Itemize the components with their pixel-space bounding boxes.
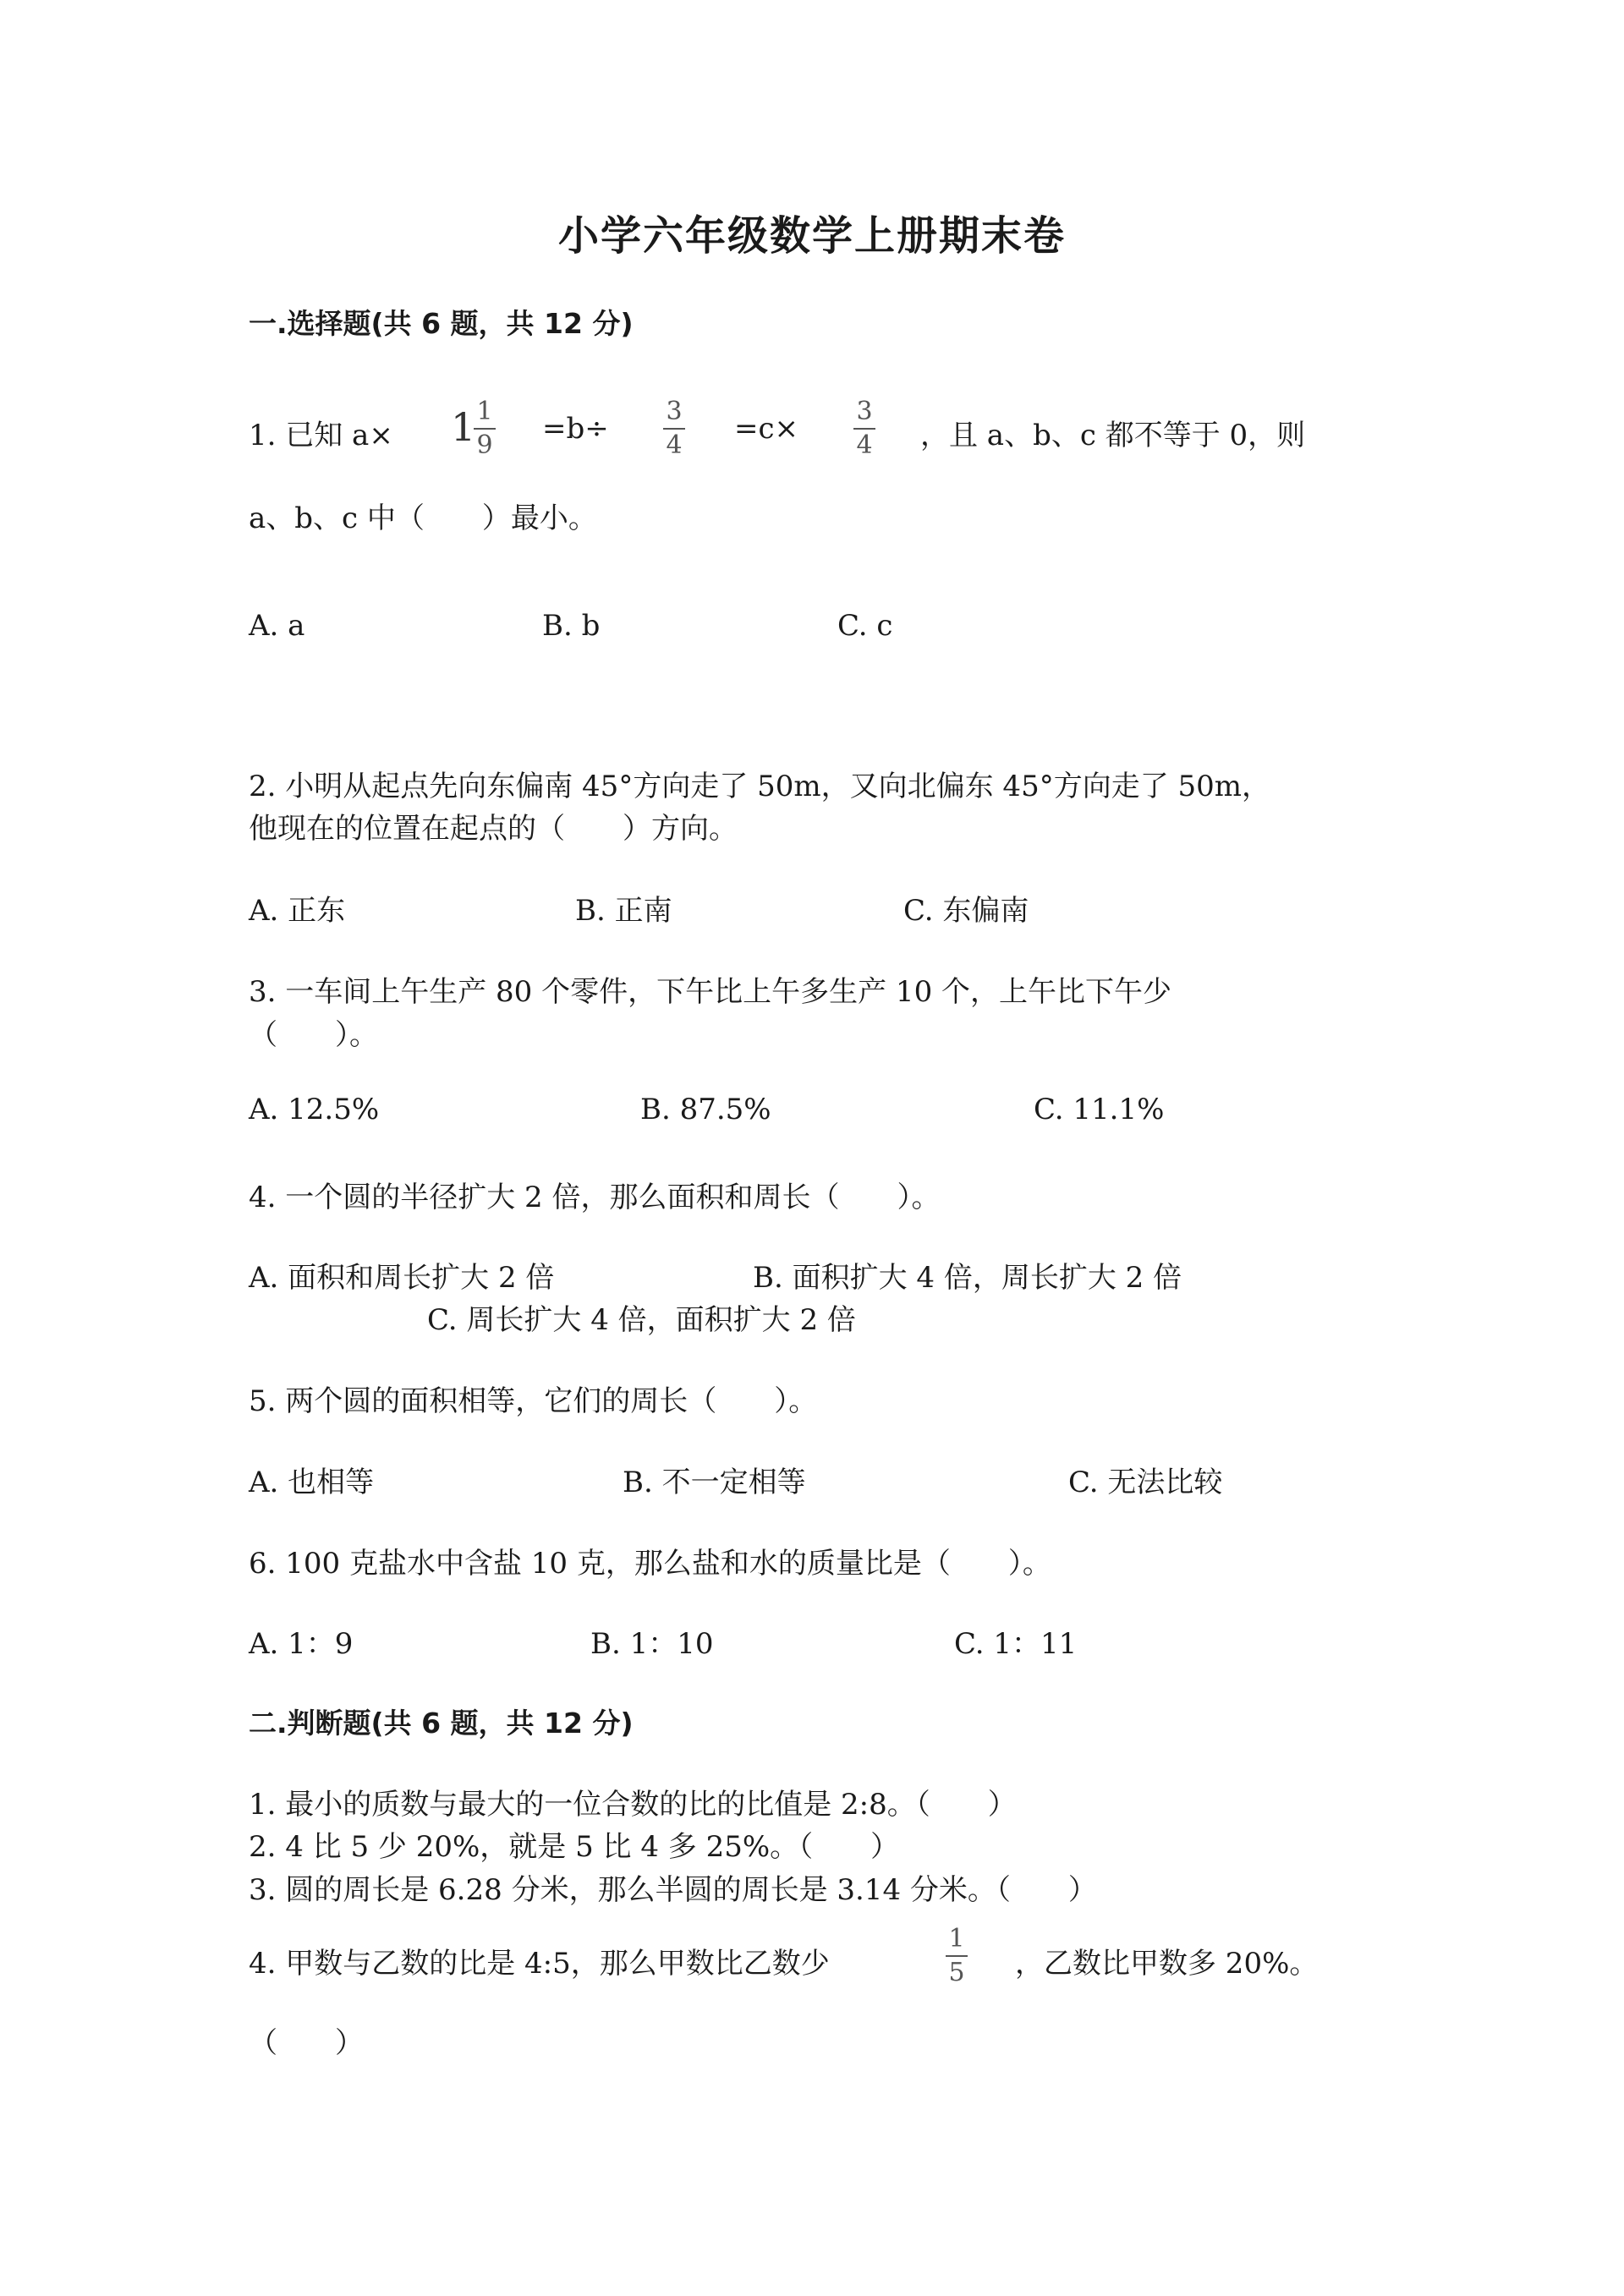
j4-frac-num: 1 xyxy=(948,1924,965,1954)
q1-frac3-num: 3 xyxy=(856,397,873,426)
q4-option-c[interactable]: C. 周长扩大 4 倍，面积扩大 2 倍 xyxy=(427,1303,856,1337)
q1-mixed-whole: 1 xyxy=(451,404,476,450)
judgement-4-fraction xyxy=(946,1925,968,1987)
question-3-line-1: 3. 一车间上午生产 80 个零件，下午比上午多生产 10 个，上午比下午少 xyxy=(249,975,1172,1009)
fraction-bar xyxy=(663,428,685,430)
question-1-part-3: =c× xyxy=(734,412,799,446)
j4-frac-den: 5 xyxy=(948,1958,965,1987)
fraction-bar xyxy=(853,428,875,430)
q5-option-a[interactable]: A. 也相等 xyxy=(249,1466,375,1499)
section-heading-judgement: 二.判断题(共 6 题，共 12 分) xyxy=(249,1707,634,1740)
fraction-bar xyxy=(946,1955,968,1957)
q2-option-b[interactable]: B. 正南 xyxy=(575,894,672,928)
judgement-item-1: 1. 最小的质数与最大的一位合数的比的比值是 2:8。（ ） xyxy=(249,1788,1017,1822)
q5-option-b[interactable]: B. 不一定相等 xyxy=(623,1466,806,1499)
q1-option-c[interactable]: C. c xyxy=(837,609,893,643)
question-4-line-1: 4. 一个圆的半径扩大 2 倍，那么面积和周长（ ）。 xyxy=(249,1181,941,1214)
q2-option-a[interactable]: A. 正东 xyxy=(249,894,346,928)
fraction-bar xyxy=(474,428,496,430)
page-title: 小学六年级数学上册期末卷 xyxy=(557,212,1066,260)
q3-option-c[interactable]: C. 11.1% xyxy=(1034,1093,1165,1126)
question-3-line-2: （ ）。 xyxy=(249,1018,378,1052)
q6-option-b[interactable]: B. 1：10 xyxy=(590,1627,714,1661)
q1-option-b[interactable]: B. b xyxy=(542,609,601,643)
q1-frac3-den: 4 xyxy=(856,430,873,460)
question-1-part-2: =b÷ xyxy=(542,412,609,446)
q1-frac2-den: 4 xyxy=(666,430,683,460)
q4-option-a[interactable]: A. 面积和周长扩大 2 倍 xyxy=(249,1261,555,1295)
question-1-part-1: 1. 已知 a× xyxy=(249,419,393,452)
question-2-line-2: 他现在的位置在起点的（ ）方向。 xyxy=(249,812,738,846)
section-heading-choice: 一.选择题(共 6 题，共 12 分) xyxy=(249,307,634,340)
q1-mixed-den: 9 xyxy=(476,430,493,460)
q1-frac2-num: 3 xyxy=(666,397,683,426)
judgement-item-4-line-2: （ ） xyxy=(249,2026,364,2060)
judgement-item-4-part-1: 4. 甲数与乙数的比是 4:5，那么甲数比乙数少 xyxy=(249,1947,830,1981)
q1-option-a[interactable]: A. a xyxy=(249,609,305,643)
q1-mixed-num: 1 xyxy=(476,397,493,426)
q3-option-a[interactable]: A. 12.5% xyxy=(249,1093,380,1126)
q3-option-b[interactable]: B. 87.5% xyxy=(640,1093,771,1126)
q6-option-c[interactable]: C. 1：11 xyxy=(954,1627,1078,1661)
question-1-part-4: ，且 a、b、c 都不等于 0，则 xyxy=(920,419,1306,452)
question-5-line-1: 5. 两个圆的面积相等，它们的周长（ ）。 xyxy=(249,1384,818,1418)
judgement-item-2: 2. 4 比 5 少 20%，就是 5 比 4 多 25%。（ ） xyxy=(249,1830,900,1864)
q4-option-b[interactable]: B. 面积扩大 4 倍，周长扩大 2 倍 xyxy=(753,1261,1182,1295)
q5-option-c[interactable]: C. 无法比较 xyxy=(1068,1466,1223,1499)
q6-option-a[interactable]: A. 1：9 xyxy=(249,1627,354,1661)
q1-fraction-2 xyxy=(663,397,685,460)
question-1-line-2: a、b、c 中（ ）最小。 xyxy=(249,501,597,535)
q2-option-c[interactable]: C. 东偏南 xyxy=(903,894,1029,928)
q1-mixed-fraction xyxy=(474,397,496,460)
judgement-item-3: 3. 圆的周长是 6.28 分米，那么半圆的周长是 3.14 分米。（ ） xyxy=(249,1873,1097,1907)
question-6-line-1: 6. 100 克盐水中含盐 10 克，那么盐和水的质量比是（ ）。 xyxy=(249,1547,1051,1581)
judgement-item-4-part-2: ，乙数比甲数多 20%。 xyxy=(1015,1947,1319,1981)
q1-fraction-3 xyxy=(853,397,875,460)
question-2-line-1: 2. 小明从起点先向东偏南 45°方向走了 50m，又向北偏东 45°方向走了 50m， xyxy=(249,770,1271,803)
